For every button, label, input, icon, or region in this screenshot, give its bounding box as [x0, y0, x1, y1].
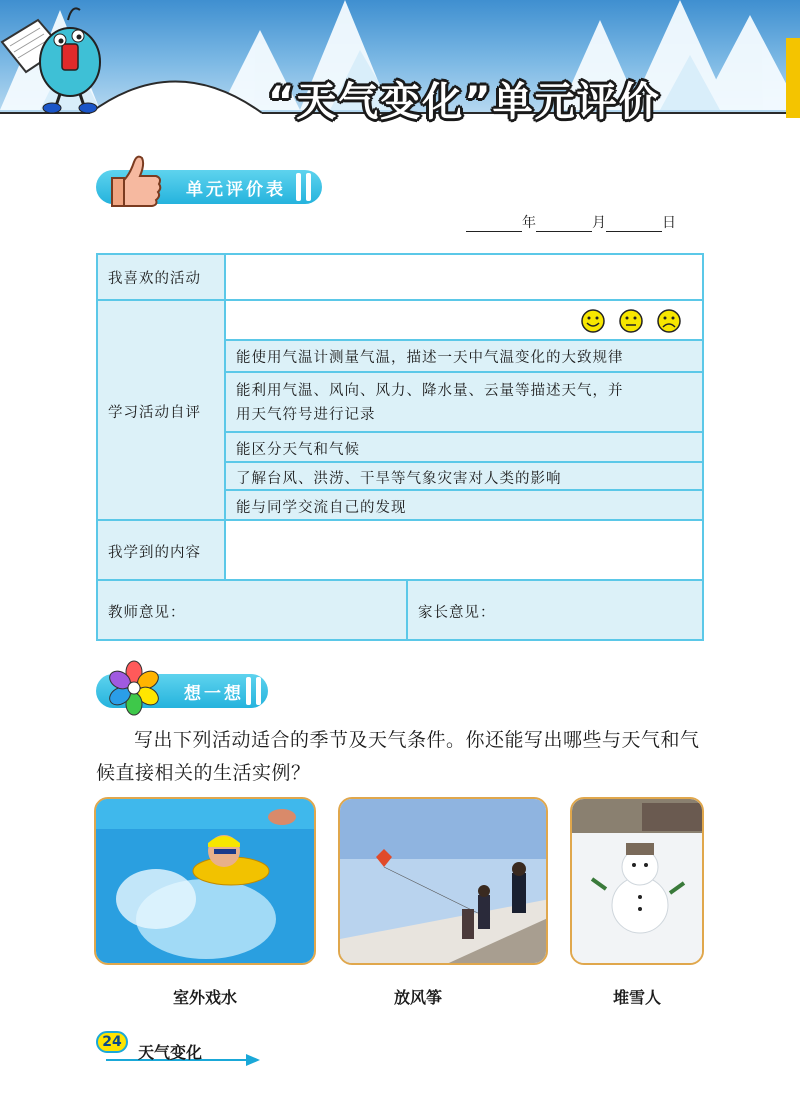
self-eval-item: 能与同学交流自己的发现 [236, 500, 407, 516]
page-number: 24 [96, 1031, 128, 1053]
day-blank[interactable] [606, 216, 662, 232]
neutral-face-icon[interactable] [618, 308, 644, 334]
evaluation-table [96, 253, 704, 641]
snowman-image [572, 799, 704, 965]
tab-stripe [246, 677, 251, 705]
row-label-activity: 我喜欢的活动 [108, 271, 201, 287]
row-divider [98, 299, 702, 301]
tab-stripe [306, 173, 311, 201]
page-header [0, 0, 800, 135]
self-eval-item: 能利用气温、风向、风力、降水量、云量等描述天气，并 [236, 383, 624, 399]
row-divider [226, 371, 702, 373]
photo-snowman [570, 797, 704, 965]
learned-input-cell[interactable] [226, 521, 702, 579]
footer-unit-name: 天气变化 [138, 1043, 203, 1062]
thumbs-up-icon [104, 150, 166, 212]
section-label-eval: 单元评价表 [186, 179, 286, 200]
mascot-reading-icon [0, 0, 110, 115]
parent-opinion-label: 家长意见： [418, 605, 496, 621]
row-divider [226, 461, 702, 463]
teacher-opinion-label: 教师意见： [108, 605, 186, 621]
self-eval-item: 能使用气温计测量气温，描述一天中气温变化的大致规律 [236, 350, 624, 366]
photo-water-play [94, 797, 316, 965]
flower-icon [106, 660, 162, 716]
date-fill-line [466, 212, 676, 232]
row-divider [98, 519, 702, 521]
row-divider [226, 339, 702, 341]
self-eval-item: 用天气符号进行记录 [236, 407, 376, 423]
year-label: 年 [522, 215, 536, 231]
day-label: 日 [662, 215, 676, 231]
happy-face-icon[interactable] [580, 308, 606, 334]
month-blank[interactable] [536, 216, 592, 232]
think-paragraph: 写出下列活动适合的季节及天气条件。你还能写出哪些与天气和气候直接相关的生活实例？ [96, 729, 700, 784]
water-play-image [96, 799, 316, 965]
kite-flying-image [340, 799, 548, 965]
tab-stripe [296, 173, 301, 201]
row-label-learned: 我学到的内容 [108, 545, 201, 561]
month-label: 月 [592, 215, 606, 231]
sad-face-icon[interactable] [656, 308, 682, 334]
col-divider [224, 255, 226, 579]
row-divider [226, 489, 702, 491]
year-blank[interactable] [466, 216, 522, 232]
section-label-think: 想一想 [184, 683, 244, 704]
self-eval-item: 了解台风、洪涝、干旱等气象灾害对人类的影响 [236, 471, 562, 487]
tab-stripe [256, 677, 261, 705]
row-label-self-eval: 学习活动自评 [108, 405, 201, 421]
photo-kite-flying [338, 797, 548, 965]
photo-caption: 室外戏水 [172, 988, 237, 1007]
side-strip [786, 38, 800, 118]
activity-input-cell[interactable] [226, 255, 702, 299]
row-divider [98, 579, 702, 581]
row-divider [226, 431, 702, 433]
page-title: “天气变化”单元评价 [268, 79, 661, 125]
photo-caption: 放风筝 [393, 988, 442, 1007]
col-divider [406, 579, 408, 639]
photo-caption: 堆雪人 [612, 988, 661, 1007]
self-eval-item: 能区分天气和气候 [236, 442, 360, 458]
